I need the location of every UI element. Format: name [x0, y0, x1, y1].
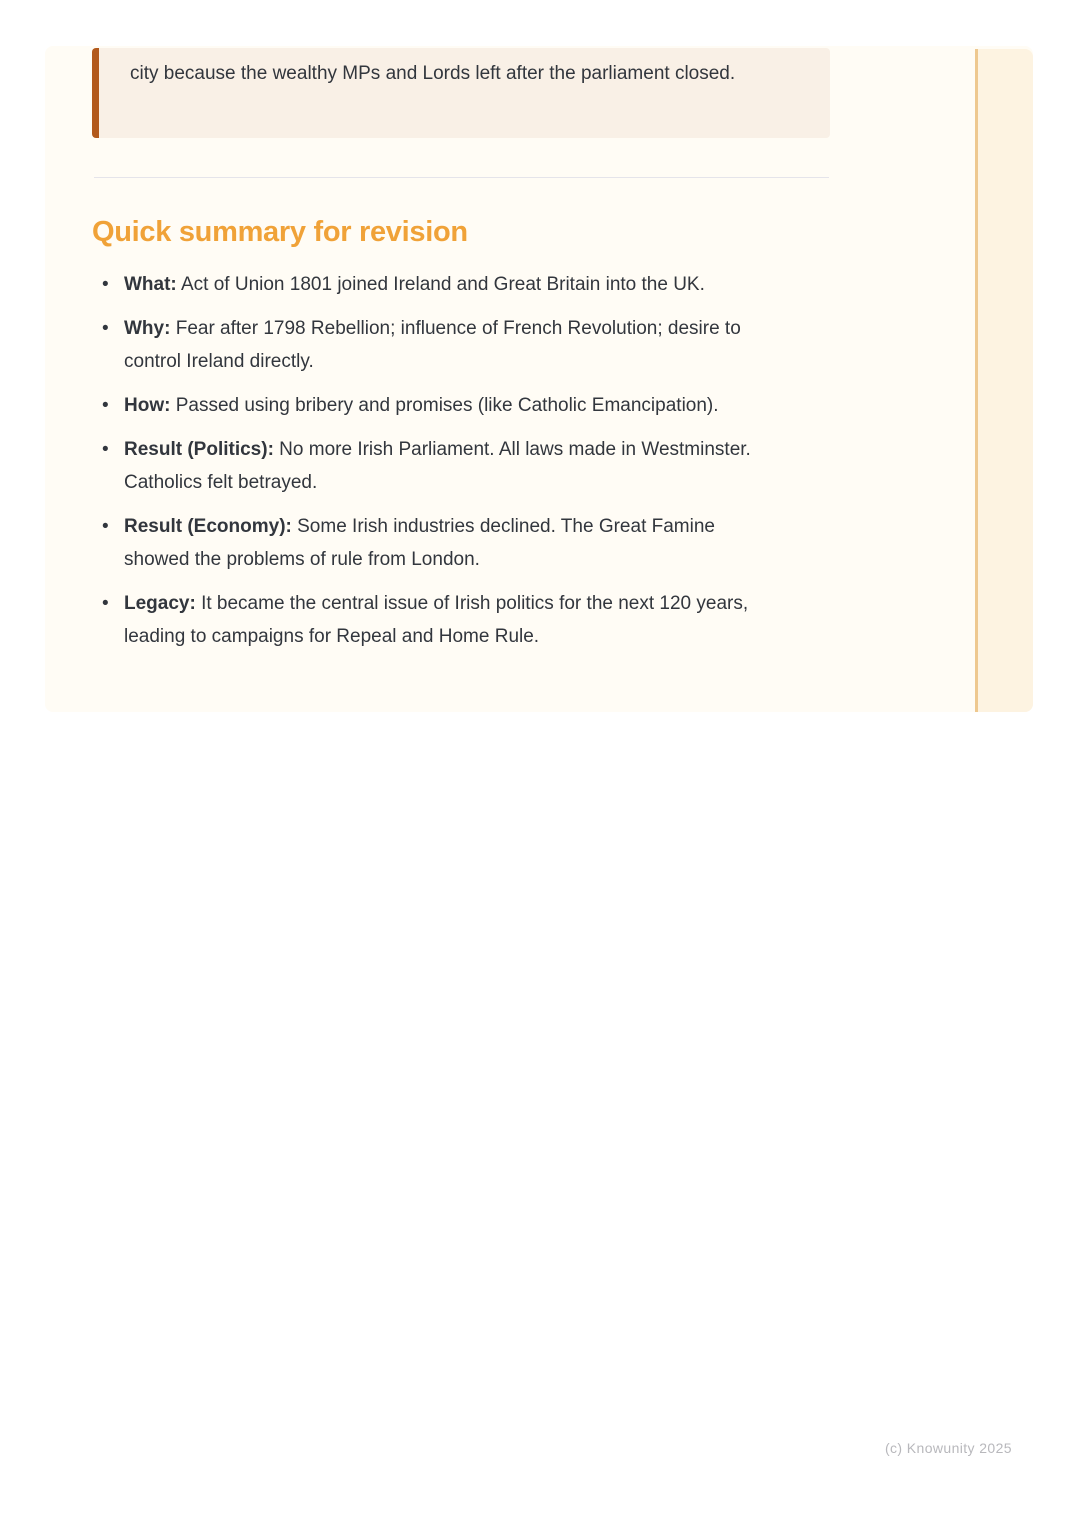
list-item-text: It became the central issue of Irish politics for the next 120 years, leading to campaigns for Repeal and Home Rule. — [124, 593, 749, 647]
list-item-text: Some Irish industries declined. The Great Famine showed the problems of rule from London. — [124, 516, 715, 570]
list-item-label: What: — [124, 274, 177, 295]
list-item — [92, 312, 772, 378]
callout-text: city because the wealthy MPs and Lords left after the parliament closed. — [130, 63, 736, 84]
list-item-label: Legacy: — [124, 593, 196, 614]
list-item-text: No more Irish Parliament. All laws made in Westminster. Catholics felt betrayed. — [124, 439, 751, 493]
list-item — [92, 433, 772, 499]
list-item-label: Result (Economy): — [124, 516, 292, 537]
decorative-side-strip — [975, 49, 1033, 712]
summary-list — [92, 268, 772, 664]
list-item-text: Passed using bribery and promises (like Catholic Emancipation). — [170, 395, 719, 416]
section-divider — [94, 177, 829, 178]
list-item — [92, 510, 772, 576]
content-card — [45, 46, 1033, 712]
list-item-text: Act of Union 1801 joined Ireland and Great Britain into the UK. — [176, 274, 705, 295]
list-item-label: Why: — [124, 318, 171, 339]
list-item — [92, 389, 772, 422]
list-item — [92, 587, 772, 653]
list-item-text: Fear after 1798 Rebellion; influence of French Revolution; desire to control Ireland directly. — [124, 318, 741, 372]
list-item — [92, 268, 772, 301]
section-heading: Quick summary for revision — [92, 216, 468, 248]
list-item-label: Result (Politics): — [124, 439, 274, 460]
copyright-footer: (c) Knowunity 2025 — [884, 1440, 1012, 1456]
list-item-label: How: — [124, 395, 171, 416]
callout-quote — [92, 48, 830, 138]
